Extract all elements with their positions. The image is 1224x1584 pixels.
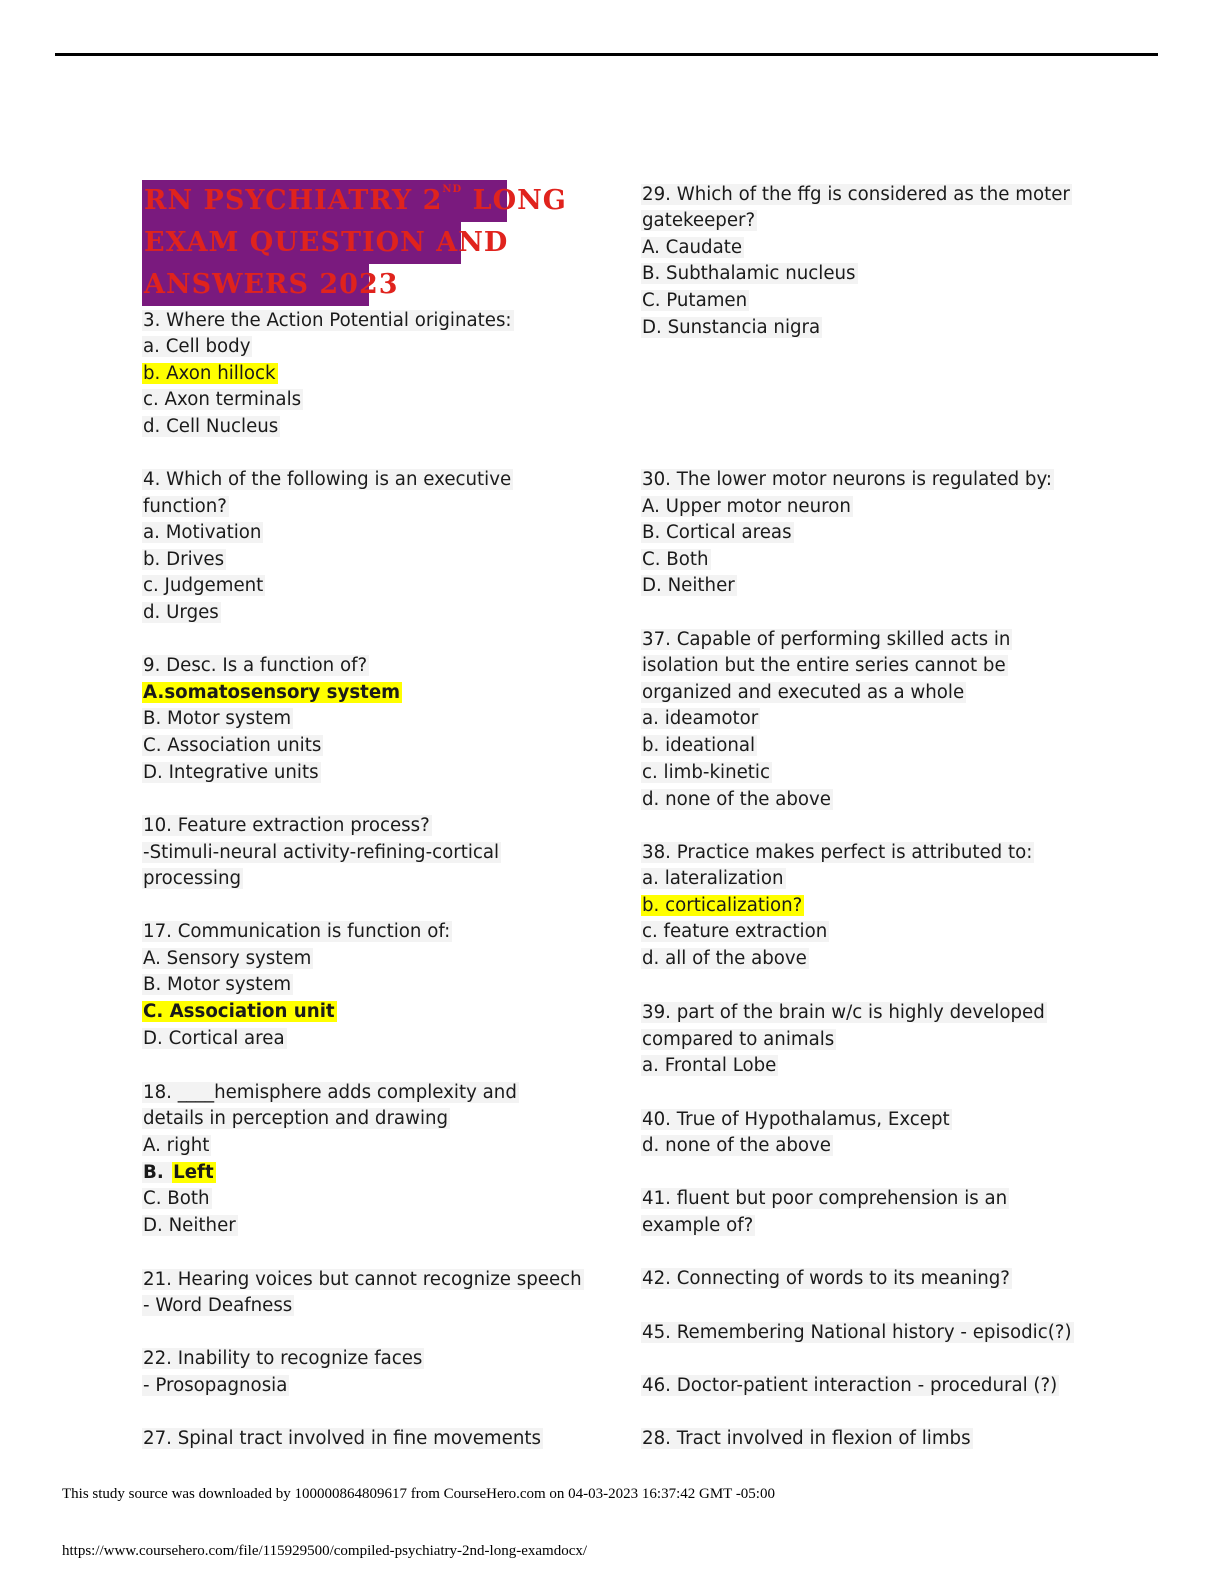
line-text: details in perception and drawing	[143, 1108, 449, 1129]
line-text: B. Motor system	[143, 708, 292, 729]
left-line	[142, 1373, 289, 1399]
line-text: a. Frontal Lobe	[642, 1055, 777, 1076]
line-text: C. Putamen	[642, 290, 748, 311]
right-line	[641, 1373, 1059, 1399]
left-line	[142, 387, 303, 413]
left-line	[142, 972, 293, 998]
line-text: A. right	[143, 1135, 210, 1156]
line-text: 28. Tract involved in flexion of limbs	[642, 1428, 971, 1449]
left-line	[142, 361, 278, 387]
line-text: 46. Doctor-patient interaction - procedural (?)	[642, 1375, 1058, 1396]
line-text: 4. Which of the following is an executive	[143, 469, 512, 490]
line-text: A. Caudate	[642, 237, 743, 258]
top-rule	[55, 53, 1158, 56]
left-line	[142, 733, 323, 759]
left-line	[142, 760, 321, 786]
right-line	[641, 1186, 1009, 1212]
right-line	[641, 261, 858, 287]
line-text: d. none of the above	[642, 1135, 831, 1156]
right-line	[641, 1107, 952, 1133]
right-line	[641, 706, 760, 732]
left-line	[142, 1133, 211, 1159]
highlighted-answer: Left	[173, 1162, 214, 1183]
line-text: 41. fluent but poor comprehension is an	[642, 1188, 1008, 1209]
line-text: example of?	[642, 1215, 754, 1236]
line-text: 39. part of the brain w/c is highly developed	[642, 1002, 1045, 1023]
left-line	[142, 308, 514, 334]
left-line	[142, 1080, 519, 1106]
left-line	[142, 467, 513, 493]
line-text: organized and executed as a whole	[642, 682, 965, 703]
left-line	[142, 653, 369, 679]
line-text: 9. Desc. Is a function of?	[143, 655, 368, 676]
right-line	[641, 182, 1072, 208]
line-text: isolation but the entire series cannot be	[642, 655, 1006, 676]
line-text: c. limb-kinetic	[642, 762, 770, 783]
line-text: d. none of the above	[642, 789, 831, 810]
line-text: D. Cortical area	[143, 1028, 285, 1049]
left-line	[142, 1426, 543, 1452]
line-text: function?	[143, 496, 227, 517]
highlighted-answer: A.somatosensory system	[143, 682, 401, 703]
line-text: 30. The lower motor neurons is regulated by:	[642, 469, 1053, 490]
line-text: gatekeeper?	[642, 210, 756, 231]
right-line	[641, 1213, 755, 1239]
line-text: A. Sensory system	[143, 948, 312, 969]
line-text: c. feature extraction	[642, 921, 828, 942]
line-text: a. Cell body	[143, 336, 251, 357]
highlighted-answer: b. corticalization?	[642, 895, 803, 916]
line-text: B. Cortical areas	[642, 522, 792, 543]
right-line	[641, 893, 804, 919]
line-text: 45. Remembering National history - episodic(?)	[642, 1322, 1072, 1343]
line-text: 3. Where the Action Potential originates:	[143, 310, 512, 331]
right-line	[641, 1320, 1074, 1346]
line-text: d. Urges	[143, 602, 219, 623]
line-text: D. Neither	[143, 1215, 236, 1236]
line-text: c. Axon terminals	[143, 389, 302, 410]
line-text: a. lateralization	[642, 868, 784, 889]
line-text: C. Association units	[143, 735, 322, 756]
line-text: 27. Spinal tract involved in fine movements	[143, 1428, 541, 1449]
left-line	[142, 840, 501, 866]
line-text: c. Judgement	[143, 575, 264, 596]
left-line	[142, 706, 293, 732]
left-line	[142, 547, 226, 573]
left-line	[142, 494, 229, 520]
right-line	[641, 573, 737, 599]
left-line	[142, 999, 337, 1025]
right-line	[641, 760, 772, 786]
line-text: a. Motivation	[143, 522, 262, 543]
line-text: 22. Inability to recognize faces	[143, 1348, 423, 1369]
left-line	[142, 414, 280, 440]
line-text: 38. Practice makes perfect is attributed to:	[642, 842, 1033, 863]
right-line	[641, 1053, 778, 1079]
line-text: 10. Feature extraction process?	[143, 815, 430, 836]
download-notice: This study source was downloaded by 100000864809617 from CourseHero.com on 04-03-2023 16:37:42 GMT -05:00	[62, 1486, 775, 1502]
right-line	[641, 840, 1034, 866]
right-line	[641, 1027, 836, 1053]
left-line	[142, 1293, 294, 1319]
right-line	[641, 1426, 973, 1452]
line-text: A. Upper motor neuron	[642, 496, 851, 517]
line-text: B. Motor system	[143, 974, 292, 995]
left-line	[142, 866, 243, 892]
source-url[interactable]: https://www.coursehero.com/file/115929500/compiled-psychiatry-2nd-long-examdocx/	[62, 1543, 588, 1559]
line-text: 40. True of Hypothalamus, Except	[642, 1109, 950, 1130]
left-line	[142, 1186, 212, 1212]
line-text: D. Neither	[642, 575, 735, 596]
right-line	[641, 627, 1012, 653]
line-text: d. all of the above	[642, 948, 807, 969]
right-line	[641, 946, 809, 972]
right-line	[641, 1133, 833, 1159]
right-line	[641, 919, 829, 945]
line-text: B. Subthalamic nucleus	[642, 263, 856, 284]
right-line	[641, 494, 853, 520]
title-line-3: ANSWERS 2023	[142, 264, 369, 306]
line-text: compared to animals	[642, 1029, 835, 1050]
option-letter: B.	[143, 1162, 171, 1183]
right-line	[641, 1000, 1047, 1026]
right-line	[641, 520, 794, 546]
left-line	[142, 600, 221, 626]
line-text: 18. ____hemisphere adds complexity and	[143, 1082, 517, 1103]
line-text: 37. Capable of performing skilled acts in	[642, 629, 1011, 650]
right-line	[641, 235, 744, 261]
left-line	[142, 813, 432, 839]
line-text: b. Drives	[143, 549, 225, 570]
highlighted-answer: C. Association unit	[143, 1001, 335, 1022]
line-text: C. Both	[642, 549, 709, 570]
left-line	[142, 1026, 287, 1052]
left-line	[142, 946, 313, 972]
line-text: C. Both	[143, 1188, 210, 1209]
title-line-1: RN PSYCHIATRY 2ND LONG	[142, 180, 507, 222]
left-line	[142, 1213, 238, 1239]
right-line	[641, 467, 1054, 493]
right-line	[641, 1266, 1012, 1292]
line-text: D. Sunstancia nigra	[642, 317, 821, 338]
right-line	[641, 653, 1008, 679]
right-line	[641, 315, 822, 341]
right-line	[641, 288, 749, 314]
line-text: 42. Connecting of words to its meaning?	[642, 1268, 1010, 1289]
right-line	[641, 208, 757, 234]
left-line	[142, 1106, 450, 1132]
left-line	[142, 573, 265, 599]
left-line	[142, 680, 402, 706]
left-line	[142, 334, 252, 360]
right-line	[641, 787, 833, 813]
right-line	[641, 866, 786, 892]
line-text: 29. Which of the ffg is considered as the moter	[642, 184, 1070, 205]
line-text: b. ideational	[642, 735, 756, 756]
right-line	[641, 680, 966, 706]
line-text: d. Cell Nucleus	[143, 416, 279, 437]
left-line	[142, 1267, 584, 1293]
title-line-2: EXAM QUESTION AND	[142, 222, 461, 264]
left-line	[142, 1160, 216, 1186]
line-text: -Stimuli-neural activity-refining-cortical	[143, 842, 500, 863]
line-text: - Prosopagnosia	[143, 1375, 288, 1396]
line-text: processing	[143, 868, 242, 889]
left-line	[142, 1346, 424, 1372]
line-text: a. ideamotor	[642, 708, 759, 729]
right-line	[641, 733, 757, 759]
line-text: 21. Hearing voices but cannot recognize speech	[143, 1269, 582, 1290]
line-text: - Word Deafness	[143, 1295, 293, 1316]
highlighted-answer: b. Axon hillock	[143, 363, 276, 384]
left-line	[142, 520, 263, 546]
line-text: 17. Communication is function of:	[143, 921, 451, 942]
line-text: D. Integrative units	[143, 762, 319, 783]
right-line	[641, 547, 711, 573]
left-line	[142, 919, 452, 945]
